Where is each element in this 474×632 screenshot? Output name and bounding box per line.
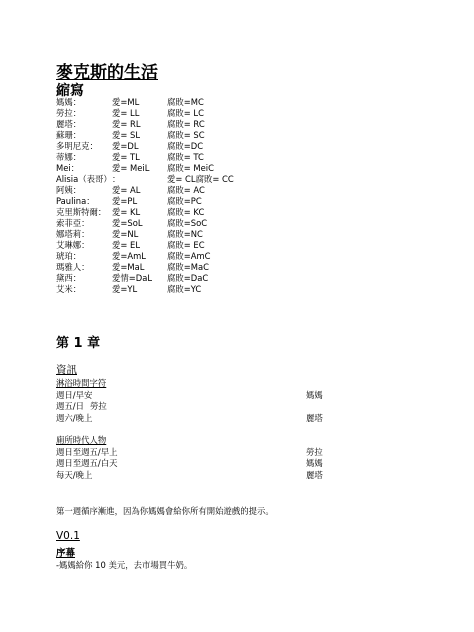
character-name: 媽媽：	[56, 97, 82, 107]
corruption-variable: 腐敗= RC	[167, 119, 205, 129]
love-variable: 愛= KL	[112, 207, 141, 217]
schedule-time: 週六/晚上	[56, 412, 93, 423]
love-variable: 愛=SoL	[112, 218, 143, 228]
corruption-variable: 腐敗=YC	[167, 284, 202, 294]
schedule-row	[56, 390, 326, 402]
schedule-character: 麗塔	[306, 412, 323, 423]
love-variable: 愛情=DaL	[112, 273, 153, 283]
corruption-variable: 腐敗= MeiC	[167, 163, 214, 173]
character-name: 勞拉：	[56, 108, 82, 118]
corruption-variable: 腐敗=MC	[167, 97, 204, 107]
character-name: 瑪雅人：	[56, 262, 90, 272]
love-variable: 愛= TL	[112, 152, 140, 162]
character-name: 娜塔莉：	[56, 229, 90, 239]
schedule-character: 勞拉	[306, 446, 323, 457]
love-variable: 愛= LL	[112, 108, 140, 118]
prologue-line: -媽媽給你 10 美元，去市場買牛奶。	[56, 560, 193, 570]
love-variable: 愛=MaL	[112, 262, 145, 272]
schedule-character: 媽媽	[306, 389, 323, 400]
schedule-row	[56, 413, 326, 425]
corruption-variable: 腐敗=NC	[167, 229, 203, 239]
corruption-variable: 腐敗= SC	[167, 130, 205, 140]
character-name: 索菲亞：	[56, 218, 90, 228]
love-variable: 愛=ML	[112, 97, 140, 107]
love-variable: 愛=YL	[112, 284, 138, 294]
schedule-time: 每天/晚上	[56, 469, 93, 480]
love-variable: 愛=PL	[112, 196, 138, 206]
schedule-row	[56, 470, 326, 482]
document-title: 麥克斯的生活	[56, 63, 158, 83]
corruption-variable: 腐敗= KC	[167, 207, 205, 217]
corruption-variable: 腐敗=SoC	[167, 218, 208, 228]
character-name: 艾米：	[56, 284, 82, 294]
abbrev-heading: 縮寫	[56, 83, 84, 99]
love-variable: 愛=DL	[112, 141, 139, 151]
shower-heading: 淋浴時間字符	[56, 378, 107, 388]
love-variable: 愛= MeiL	[112, 163, 150, 173]
toilet-heading: 廁所時代人物	[56, 435, 107, 445]
love-variable: 愛= RL	[112, 119, 141, 129]
corruption-variable: 腐敗= EC	[167, 240, 205, 250]
character-name: Alisia（表哥）	[56, 174, 112, 184]
character-name: 蘇珊：	[56, 130, 82, 140]
schedule-character: 麗塔	[306, 469, 323, 480]
schedule-time: 週五/日	[56, 401, 84, 412]
schedule-row	[56, 447, 326, 459]
corruption-variable: 腐敗= AC	[167, 185, 205, 195]
schedule-character: 媽媽	[306, 458, 323, 469]
chapter-heading: 第 1 章	[56, 336, 101, 351]
character-name: Mei：	[56, 163, 80, 173]
corruption-variable: 腐敗=DaC	[167, 273, 209, 283]
character-name: 琥珀：	[56, 251, 82, 261]
schedule-time: 週日至週五/白天	[56, 458, 118, 469]
shower-schedule	[56, 378, 326, 424]
prologue-heading: 序幕	[56, 548, 76, 559]
character-name: 克里斯特爾：	[56, 207, 107, 217]
character-name: 阿姨：	[56, 185, 82, 195]
character-name: 黛西：	[56, 273, 82, 283]
love-variable: 愛=NL	[112, 229, 139, 239]
schedule-character: 勞拉	[90, 401, 107, 412]
character-name: 艾琳娜：	[56, 240, 90, 250]
corruption-variable: 腐敗=MaC	[167, 262, 209, 272]
corruption-variable: 腐敗=AmC	[167, 251, 211, 261]
corruption-variable: 腐敗=DC	[167, 141, 204, 151]
schedule-time: 週日至週五/早上	[56, 446, 118, 457]
character-name: Paulina：	[56, 196, 95, 206]
schedule-time: 週日/早安	[56, 389, 93, 400]
version-heading: V0.1	[56, 530, 80, 542]
intro-note: 第一週循序漸進，因為你媽媽會給你所有開始遊戲的提示。	[56, 506, 274, 516]
corruption-variable: 愛= CL腐敗= CC	[167, 174, 234, 184]
schedule-row	[56, 458, 326, 470]
corruption-variable: 腐敗=PC	[167, 196, 202, 206]
character-name: 麗塔：	[56, 119, 82, 129]
character-name: 多明尼克：	[56, 141, 98, 151]
love-variable: 愛= EL	[112, 240, 141, 250]
character-name: 蒂娜：	[56, 152, 82, 162]
schedule-row	[56, 401, 326, 413]
info-heading: 資訊	[56, 364, 77, 376]
love-variable: ：	[112, 174, 121, 184]
love-variable: 愛=AmL	[112, 251, 146, 261]
love-variable: 愛= SL	[112, 130, 141, 140]
corruption-variable: 腐敗= TC	[167, 152, 204, 162]
toilet-schedule	[56, 435, 326, 481]
love-variable: 愛= AL	[112, 185, 141, 195]
corruption-variable: 腐敗= LC	[167, 108, 204, 118]
